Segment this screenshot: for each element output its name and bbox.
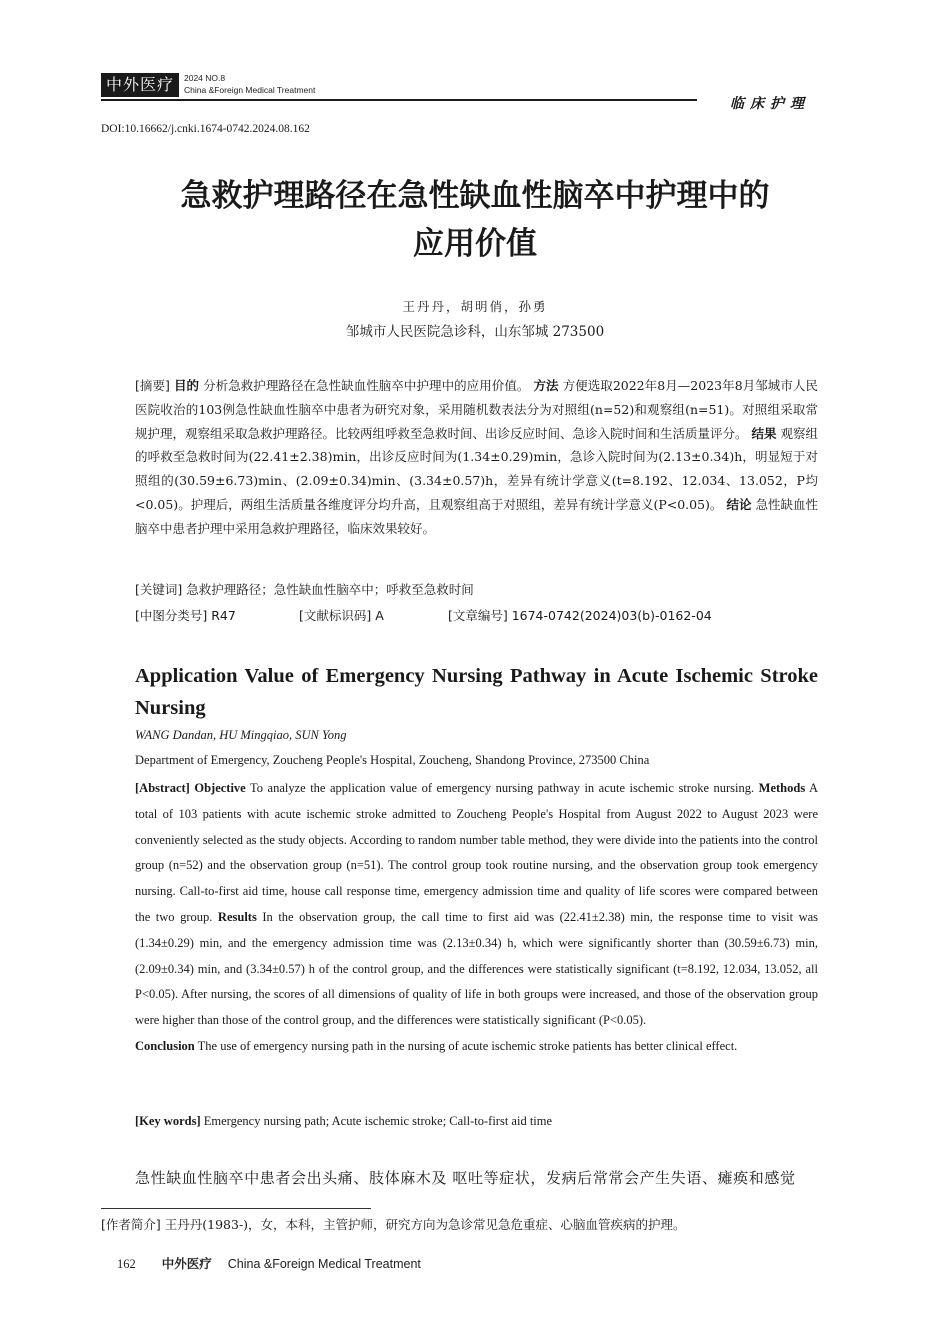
conclusion-text: 急性缺血性脑卒中患者护理中采用急救护理路径，临床效果较好。 xyxy=(135,496,818,536)
english-authors: WANG Dandan, HU Mingqiao, SUN Yong xyxy=(135,728,347,742)
objective-en-text: To analyze the application value of emergency nursing pathway in acute ischemic stroke nursing. xyxy=(250,781,755,795)
keywords-en xyxy=(135,1114,552,1129)
results-en-text: In the observation group, the call time to first aid was (22.41±2.38) min, the response time to visit was (1.34±0.29) min, and the emergency admission time was (2.13±0.34) h, which were significantly shorter than (30.59±6.73) min, (2.09±0.34) min, and (3.34±0.57) h of the control group, and the differences were statistically significant (t=8.192, 12.034, 13.052, all P<0.05). After nursing, the scores of all dimensions of quality of life in both groups were increased, and those of the observation group were higher than those of the control group, and the differences were statistically significant (P<0.05). xyxy=(135,909,819,1028)
conclusion-en-text: The use of emergency nursing path in the nursing of acute ischemic stroke patients has better clinical effect. xyxy=(197,1038,738,1053)
journal-meta xyxy=(184,72,315,96)
methods-en-label: Methods xyxy=(758,781,806,795)
header-rule xyxy=(101,99,697,101)
objective-text: 分析急救护理路径在急性缺血性脑卒中护理中的应用价值。 xyxy=(203,378,530,393)
footnote-text: 王丹丹(1983-)，女，本科，主管护师，研究方向为急诊常见急危重症、心脑血管疾病的护理。 xyxy=(164,1217,686,1232)
footnote-rule xyxy=(101,1208,371,1209)
objective-label: 目的 xyxy=(173,378,200,393)
conclusion-label: 结论 xyxy=(726,496,752,512)
keywords-cn-text: 急救护理路径；急性缺血性脑卒中；呼救至急救时间 xyxy=(186,582,474,597)
footer-journal-en: China &Foreign Medical Treatment xyxy=(227,1257,421,1271)
footer-journal-cn: 中外医疗 xyxy=(161,1256,212,1271)
classification-row xyxy=(135,606,835,624)
article-number: [文章编号] 1674-0742(2024)03(b)-0162-04 xyxy=(447,608,712,623)
journal-english-name: China &Foreign Medical Treatment xyxy=(184,85,316,95)
affiliation-cn: 邹城市人民医院急诊科，山东邹城 273500 xyxy=(345,324,605,340)
author-footnote xyxy=(101,1215,686,1233)
section-tag: 临床护理 xyxy=(730,96,810,112)
page-number: 162 xyxy=(117,1257,136,1271)
abstract-cn xyxy=(135,374,818,541)
keywords-en-text: Emergency nursing path; Acute ischemic stroke; Call-to-first aid time xyxy=(203,1114,553,1128)
keywords-en-label: [Key words] xyxy=(135,1114,201,1128)
results-text: 观察组的呼救至急救时间为(22.41±2.38)min，出诊反应时间为(1.34±0.29)min，急诊入院时间为(2.13±0.34)h，明显短于对照组的(30.59±6.73)min、(2.09±0.34)min、(3.34±0.57)h，差异有统计学意义(t=8.192、12.034、13.052，P均<0.05)。护理后，两组生活质量各维度评分均升高，且观察组高于对照组，差异有统计学意义(P<0.05)。 xyxy=(135,425,819,512)
authors-cn: 王丹丹，胡明俏，孙勇 xyxy=(402,299,548,314)
methods-label: 方法 xyxy=(533,378,559,393)
english-title: Application Value of Emergency Nursing Pathway in Acute Ischemic Stroke Nursing xyxy=(135,665,818,719)
results-en-label: Results xyxy=(217,909,257,924)
abstract-en xyxy=(135,776,818,1060)
methods-text: 方便选取2022年8月—2023年8月邹城市人民医院收治的103例急性缺血性脑卒中患者为研究对象，采用随机数表法分为对照组(n=52)和观察组(n=51)。对照组采取常规护理，观察组采取急救护理路径。比较两组呼救至急救时间、出诊反应时间、急诊入院时间和生活质量评分。 xyxy=(135,378,818,441)
page-footer xyxy=(117,1254,421,1272)
doi: DOI:10.16662/j.cnki.1674-0742.2024.08.162 xyxy=(101,123,310,135)
document-code: [文献标识码] A xyxy=(298,608,384,623)
keywords-cn-label: [关键词] xyxy=(135,582,183,597)
body-paragraph: 急性缺血性脑卒中患者会出头痛、肢体麻木及 呕吐等症状，发病后常常会产生失语、瘫痪和感觉 xyxy=(135,1169,796,1187)
english-affiliation: Department of Emergency, Zoucheng People's Hospital, Zoucheng, Shandong Province, 273500 China xyxy=(135,753,650,767)
page-title-line1: 急救护理路径在急性缺血性脑卒中护理中的 xyxy=(180,178,770,214)
footnote-label: [作者简介] xyxy=(101,1217,161,1232)
year-issue: 2024 NO.8 xyxy=(184,73,226,83)
abstract-en-label: [Abstract] xyxy=(135,781,190,795)
journal-logo: 中外医疗 xyxy=(101,73,179,97)
conclusion-en-label: Conclusion xyxy=(135,1038,195,1053)
keywords-cn xyxy=(135,580,474,598)
methods-en-text: A total of 103 patients with acute ischemic stroke admitted to Zoucheng People's Hospital from August 2022 to August 2023 were conveniently selected as the study objects. According to random number table method, they were divide into the patients into the control group (n=52) and the observation group (n=51). The control group took routine nursing, and the observation group took emergency nursing. Call-to-first aid time, house call response time, emergency admission time and quality of life scores were compared between the two group. xyxy=(135,781,819,924)
results-label: 结果 xyxy=(751,425,777,441)
clc-number: [中图分类号] R47 xyxy=(135,608,236,623)
objective-en-label: Objective xyxy=(194,781,246,795)
page-title-line2: 应用价值 xyxy=(413,226,537,262)
abstract-cn-label: [摘要] xyxy=(135,378,170,393)
